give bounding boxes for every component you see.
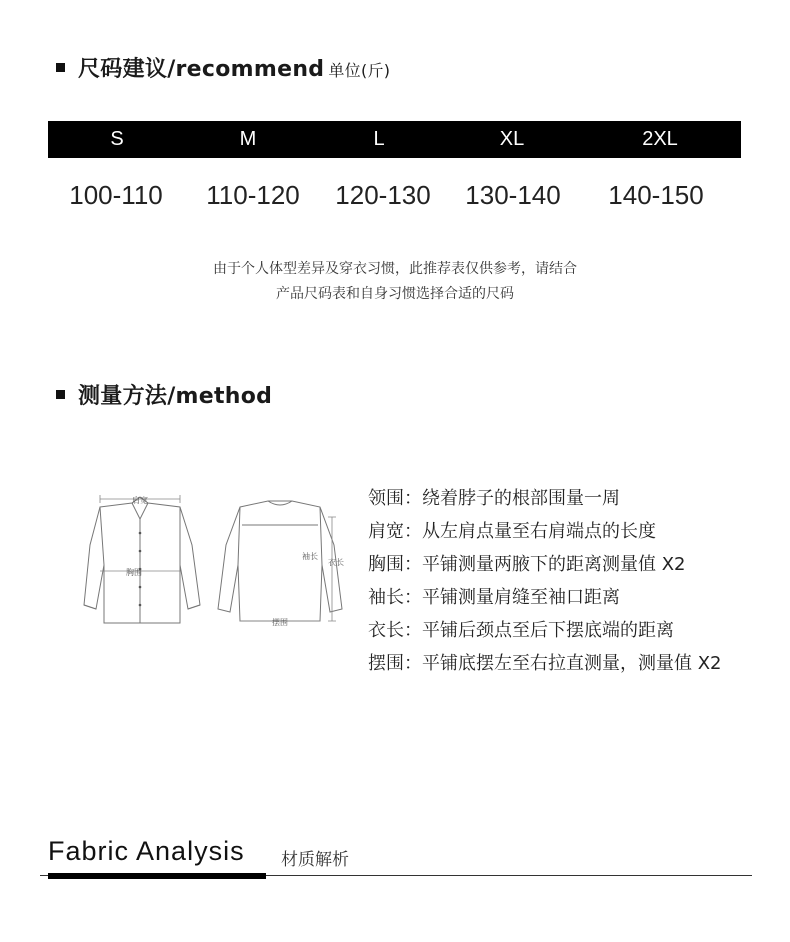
divider-accent <box>48 873 266 879</box>
method-line-chest: 胸围：平铺测量两腋下的距离测量值 X2 <box>368 554 686 575</box>
size-note-line2: 产品尺码表和自身习惯选择合适的尺码 <box>276 286 514 302</box>
size-label: M <box>239 128 257 150</box>
size-header-bar <box>48 121 741 158</box>
method-line-hem: 摆围：平铺底摆左至右拉直测量，测量值 X2 <box>368 653 722 674</box>
section-bullet <box>56 63 65 72</box>
section-bullet <box>56 390 65 399</box>
weight-range: 100-110 <box>69 180 163 210</box>
method-title: 测量方法/method <box>78 384 273 409</box>
method-line-sleeve: 袖长：平铺测量肩缝至袖口距离 <box>368 587 620 608</box>
size-note-line1: 由于个人体型差异及穿衣习惯，此推荐表仅供参考，请结合 <box>213 261 577 277</box>
recommend-heading <box>78 52 390 83</box>
weight-range: 140-150 <box>608 180 704 210</box>
weight-range: 120-130 <box>335 180 431 210</box>
weight-range: 130-140 <box>465 180 561 210</box>
size-label: 2XL <box>642 128 678 150</box>
recommend-title: 尺码建议/recommend <box>78 57 325 82</box>
size-label: L <box>373 128 385 150</box>
fabric-title: Fabric Analysis <box>48 836 245 866</box>
method-line-shoulder: 肩宽：从左肩点量至右肩端点的长度 <box>368 521 656 542</box>
method-line-collar: 领围：绕着脖子的根部围量一周 <box>368 488 620 509</box>
weight-range: 110-120 <box>206 180 300 210</box>
size-label: S <box>110 128 124 150</box>
diagram-label-shoulder: 肩宽 <box>132 496 148 505</box>
diagram-label-sleeve: 袖长 <box>302 552 318 561</box>
diagram-label-chest: 胸围 <box>126 568 142 577</box>
size-label: XL <box>499 128 525 150</box>
recommend-unit: 单位(斤) <box>328 61 391 80</box>
diagram-label-hem: 摆围 <box>272 618 288 627</box>
diagram-label-length: 衣长 <box>328 558 344 567</box>
method-line-length: 衣长：平铺后颈点至后下摆底端的距离 <box>368 620 674 641</box>
fabric-subtitle: 材质解析 <box>281 850 349 870</box>
shirt-measurement-diagram <box>40 485 350 635</box>
